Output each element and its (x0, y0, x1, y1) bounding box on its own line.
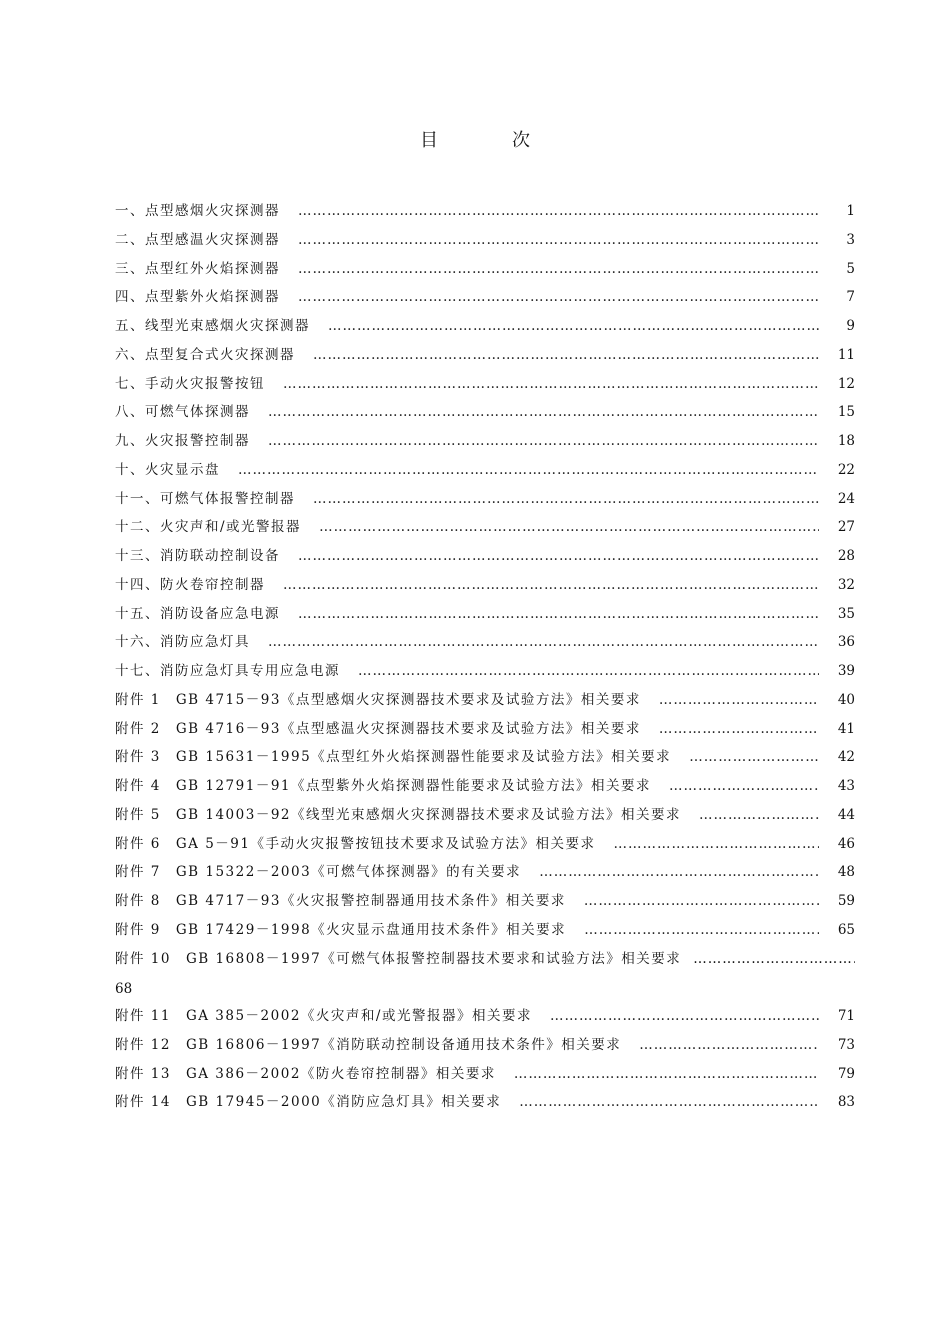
dot-leader (550, 1008, 819, 1024)
dot-leader (298, 548, 819, 564)
toc-entry[interactable] (115, 688, 855, 717)
toc-entry[interactable] (115, 544, 855, 573)
toc-entry-label: 附件 6 GA 5－91《手动火灾报警按钮技术要求及试验方法》相关要求 (115, 835, 596, 852)
dot-leader (268, 404, 819, 420)
dot-leader (514, 1066, 819, 1082)
toc-entry-label: 附件 3 GB 15631－1995《点型红外火焰探测器性能要求及试验方法》相关要求 (115, 749, 672, 766)
toc-entry-label: 附件 1 GB 4715－93《点型感烟火灾探测器技术要求及试验方法》相关要求 (115, 691, 641, 708)
toc-entry-page: 15 (837, 404, 855, 421)
toc-entry-label: 二、点型感温火灾探测器 (115, 231, 280, 248)
toc-entry-label: 六、点型复合式火灾探测器 (115, 346, 295, 363)
toc-entry[interactable] (115, 832, 855, 861)
toc-entry[interactable] (115, 515, 855, 544)
toc-entry-label: 四、点型紫外火焰探测器 (115, 289, 280, 306)
dot-leader (313, 491, 819, 507)
toc-entry-label: 附件 2 GB 4716－93《点型感温火灾探测器技术要求及试验方法》相关要求 (115, 720, 641, 737)
toc-entry-page: 40 (837, 691, 855, 708)
toc-entry-page: 65 (837, 921, 855, 938)
toc-entry-label: 附件 8 GB 4717－93《火灾报警控制器通用技术条件》相关要求 (115, 893, 566, 909)
toc-entry[interactable] (115, 429, 855, 458)
dot-leader (613, 836, 819, 852)
toc-entry-page: 18 (837, 433, 855, 449)
toc-entry[interactable] (115, 803, 855, 832)
toc-entry-page: 24 (837, 490, 855, 507)
toc-entry-label: 十七、消防应急灯具专用应急电源 (115, 663, 340, 679)
toc-entry[interactable] (115, 487, 855, 516)
toc-entry-label: 附件 13 GA 386－2002《防火卷帘控制器》相关要求 (115, 1065, 496, 1082)
toc-entry-label: 附件 7 GB 15322－2003《可燃气体探测器》的有关要求 (115, 864, 522, 881)
toc-entry-label: 五、线型光束感烟火灾探测器 (115, 318, 310, 334)
toc-entry-page: 5 (846, 260, 855, 277)
toc-entry-page: 46 (837, 835, 855, 852)
toc-entry[interactable] (115, 889, 855, 918)
toc-entry-page: 22 (837, 461, 855, 478)
toc-entry[interactable] (115, 1090, 855, 1119)
toc-entry[interactable] (115, 573, 855, 602)
dot-leader (298, 232, 819, 248)
toc-entry[interactable] (115, 717, 855, 746)
dot-leader (584, 922, 819, 938)
toc-entry-page: 36 (837, 634, 855, 651)
toc-entry-page: 43 (837, 778, 855, 794)
toc-entry[interactable] (115, 1062, 855, 1091)
toc-entry-page: 32 (837, 576, 855, 593)
toc-entry-label: 十三、消防联动控制设备 (115, 548, 280, 564)
dot-leader (283, 376, 819, 392)
dot-leader (283, 577, 819, 593)
dot-leader (689, 749, 819, 765)
toc-entry-page: 73 (837, 1036, 855, 1053)
toc-entry-label: 三、点型红外火焰探测器 (115, 260, 280, 277)
toc-entry-wrapped[interactable] (115, 947, 855, 1005)
dot-leader (669, 778, 819, 794)
toc-entry[interactable] (115, 659, 855, 688)
toc-entry[interactable] (115, 314, 855, 343)
toc-entry-label: 十六、消防应急灯具 (115, 634, 250, 651)
toc-entry[interactable] (115, 860, 855, 889)
toc-entry-page: 12 (837, 375, 855, 392)
toc-entry-page: 59 (837, 893, 855, 909)
dot-leader (313, 347, 819, 363)
toc-entry-page: 48 (837, 864, 855, 881)
dot-leader (328, 318, 819, 334)
dot-leader (639, 1037, 819, 1053)
toc-entry-page: 7 (846, 289, 855, 306)
dot-leader (693, 951, 855, 967)
toc-entry-page: 28 (837, 548, 855, 564)
toc-entry-page: 83 (837, 1094, 855, 1111)
toc-entry[interactable] (115, 343, 855, 372)
toc-entry-page: 11 (837, 346, 855, 363)
toc-entry-label: 十二、火灾声和/或光警报器 (115, 519, 302, 536)
toc-entry[interactable] (115, 745, 855, 774)
dot-leader (298, 289, 819, 305)
dot-leader (319, 519, 819, 535)
toc-entry-page: 79 (837, 1065, 855, 1082)
toc-entry-label: 十五、消防设备应急电源 (115, 605, 280, 622)
dot-leader (659, 721, 819, 737)
toc-entry-label: 十四、防火卷帘控制器 (115, 576, 265, 593)
dot-leader (298, 606, 819, 622)
page-title: 目 次 (420, 130, 558, 151)
toc-entry-label: 附件 4 GB 12791－91《点型紫外火焰探测器性能要求及试验方法》相关要求 (115, 778, 651, 794)
dot-leader (298, 203, 819, 219)
toc-entry-label: 十一、可燃气体报警控制器 (115, 490, 295, 507)
toc-entry[interactable] (115, 774, 855, 803)
toc-entry-page: 27 (837, 519, 855, 536)
table-of-contents (115, 199, 855, 1119)
toc-entry-label: 附件 10 GB 16808－1997《可燃气体报警控制器技术要求和试验方法》相关要求 (115, 950, 682, 967)
toc-entry-label: 附件 11 GA 385－2002《火灾声和/或光警报器》相关要求 (115, 1008, 532, 1024)
toc-entry-label: 八、可燃气体探测器 (115, 404, 250, 421)
toc-entry-page: 9 (846, 318, 855, 334)
toc-entry[interactable] (115, 602, 855, 631)
toc-entry-label: 十、火灾显示盘 (115, 461, 220, 478)
toc-entry[interactable] (115, 257, 855, 286)
toc-entry-page: 35 (837, 605, 855, 622)
dot-leader (268, 634, 819, 650)
toc-entry-label: 附件 12 GB 16806－1997《消防联动控制设备通用技术条件》相关要求 (115, 1036, 622, 1053)
toc-entry[interactable] (115, 918, 855, 947)
toc-entry[interactable] (115, 372, 855, 401)
dot-leader (539, 864, 819, 880)
toc-entry-page: 3 (846, 231, 855, 248)
toc-entry-page: 41 (837, 720, 855, 737)
toc-entry[interactable] (115, 630, 855, 659)
toc-entry-page: 1 (846, 203, 855, 219)
toc-entry-page: 42 (837, 749, 855, 766)
toc-entry-label: 一、点型感烟火灾探测器 (115, 203, 280, 219)
dot-leader (298, 261, 819, 277)
toc-entry-label: 附件 9 GB 17429－1998《火灾显示盘通用技术条件》相关要求 (115, 921, 567, 938)
toc-entry-page: 71 (837, 1008, 855, 1024)
toc-entry-label: 九、火灾报警控制器 (115, 433, 250, 449)
toc-entry-label: 附件 5 GB 14003－92《线型光束感烟火灾探测器技术要求及试验方法》相关要求 (115, 806, 681, 823)
dot-leader (238, 462, 819, 478)
dot-leader (584, 893, 819, 909)
toc-entry[interactable] (115, 1004, 855, 1033)
toc-entry[interactable] (115, 458, 855, 487)
dot-leader (358, 663, 819, 679)
dot-leader (268, 433, 819, 449)
toc-entry[interactable] (115, 400, 855, 429)
toc-entry[interactable] (115, 199, 855, 228)
toc-entry[interactable] (115, 285, 855, 314)
toc-entry-label: 附件 14 GB 17945－2000《消防应急灯具》相关要求 (115, 1094, 502, 1111)
dot-leader (699, 807, 819, 823)
toc-entry[interactable] (115, 228, 855, 257)
toc-entry-page: 44 (837, 806, 855, 823)
dot-leader (659, 692, 819, 708)
dot-leader (519, 1094, 819, 1110)
toc-entry-page: 68 (115, 981, 133, 998)
toc-entry-label: 七、手动火灾报警按钮 (115, 375, 265, 392)
toc-entry[interactable] (115, 1033, 855, 1062)
toc-entry-page: 39 (837, 663, 855, 679)
